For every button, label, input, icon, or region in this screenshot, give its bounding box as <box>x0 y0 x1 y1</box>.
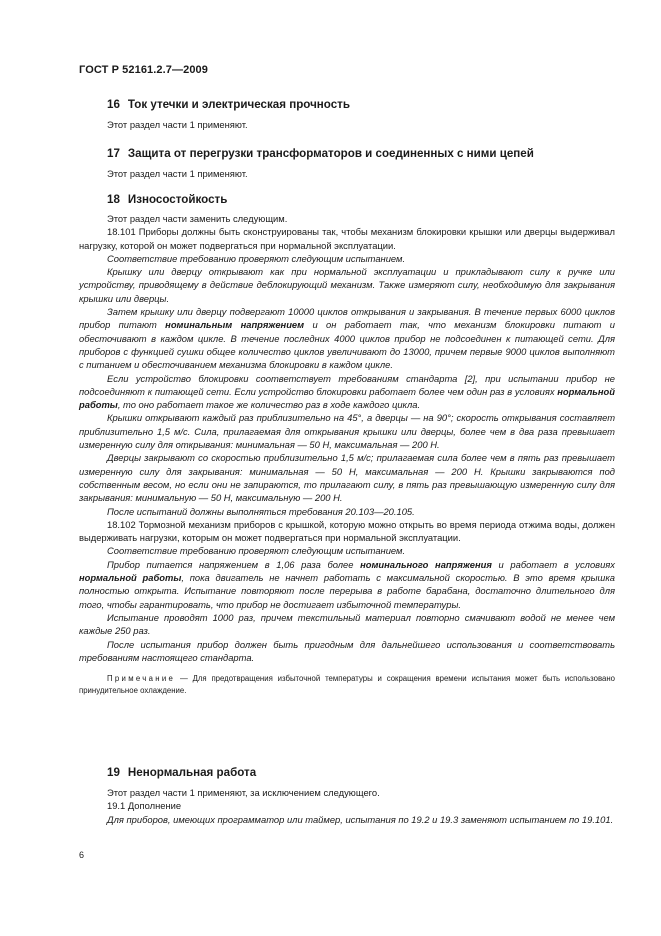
section-17-text: Этот раздел части 1 применяют. <box>107 168 248 179</box>
defined-term: нормальной работы <box>79 385 615 411</box>
paragraph: Если устройство блокировки соответствует требованиям стандарта [2], при испытании прибор не подсоединяют к питающей сети. Если устройство блокировки работает более чем один раз в условиях нормальной работы, то оно работает такое же количество раз в ходе каждого цикла. <box>79 372 615 411</box>
paragraph: После испытаний должны выполняться требования 20.103—20.105. <box>107 505 415 517</box>
section-number: 18 <box>107 193 120 206</box>
section-number: 16 <box>107 98 120 111</box>
compliance-statement: Соответствие требованию проверяют следующим испытанием. <box>107 252 406 264</box>
paragraph: Испытание проводят 1000 раз, причем текстильный материал повторно смачивают водой не менее чем каждые 250 раз. <box>79 611 615 637</box>
section-17 <box>79 147 615 180</box>
section-18-heading <box>79 193 615 206</box>
section-16 <box>79 98 615 131</box>
section-18 <box>79 193 615 696</box>
note <box>79 673 615 696</box>
paragraph: После испытания прибор должен быть пригодным для дальнейшего использования и соответствовать требованиям настоящего стандарта. <box>79 638 615 663</box>
subclause-19-1: 19.1 Дополнение <box>107 800 182 812</box>
defined-term: номинальным напряжением <box>165 319 305 331</box>
section-17-heading <box>79 147 615 160</box>
compliance-statement: Соответствие требованию проверяют следующим испытанием. <box>107 545 406 557</box>
section-number: 19 <box>107 766 120 779</box>
paragraph: Затем крышку или дверцу подвергают 10000 циклов открывания и закрывания. В течение первых 6000 циклов прибор питают номинальным напряжением и он работает так, что механизм блокировки питают и обесточивают в каждом цикле. В течение последних 4000 циклов прибор не подсоединен к питающей сети. Для приборов с функцией сушки общее количество циклов увеличивают до 13000, причем первые 9000 циклов выполняют с питанием и обесточиванием механизма блокировки в каждом цикле. <box>79 306 616 371</box>
paragraph: Крышки открывают каждый раз приблизительно на 45°, а дверцы — на 90°; скорость открывания составляет приблизительно 1,5 м/с. Сила, прилагаемая для открывания крышки или дверцы, более чем в два раза превышает измеренную силу для открывания: минимальная — 50 Н, максимальная — 200 Н. <box>79 412 615 451</box>
page-number: 6 <box>79 850 85 860</box>
note-label: Примечание <box>107 674 176 684</box>
paragraph: Крышку или дверцу открывают как при нормальной эксплуатации и прикладывают силу к ручке или устройству, приводящему в действие деблокирующий механизм. Также измеряют силу, необходимую для закрывания крышки или дверцы. <box>79 266 615 304</box>
section-19-heading <box>79 766 615 779</box>
paragraph: Прибор питается напряжением в 1,06 раза более номинального напряжения и работает в условиях нормальной работы, пока двигатель не начнет работать с максимальной скоростью. В это время крышка полностью открыта. Испытание повторяют после перерыва в работе барабана, достаточно длительного для того, чтобы гарантировать, что прибор не достигает избыточной температуры. <box>79 558 615 610</box>
section-19 <box>79 766 615 826</box>
note-text: — Для предотвращения избыточной температуры и сокращения времени испытания может быть использовано принудительное охлаждение. <box>79 674 615 695</box>
clause-18-102: 18.102 Тормозной механизм приборов с крышкой, которую можно открыть во время периода отжима воды, должен выдерживать нагрузки, которым он может подвергаться при нормальной эксплуатации. <box>79 518 615 544</box>
paragraph: Для приборов, имеющих программатор или таймер, испытания по 19.2 и 19.3 заменяют испытанием по 19.101. <box>107 813 614 825</box>
section-16-heading <box>79 98 615 111</box>
paragraph: Дверцы закрывают со скоростью приблизительно 1,5 м/с; прилагаемая сила более чем в пять раз превышает измеренную силу для закрывания: минимальная — 50 Н, максимальная — 200 Н. Крышки закрываются под собственным весом, но если они не запираются, то прилагают силу, в пять раз превышающую измеренную силу для закрывания: минимальную — 50 Н, максимальную — 200 Н. <box>79 452 615 504</box>
section-title: Износостойкость <box>127 193 228 206</box>
defined-term: нормальной работы <box>79 572 182 584</box>
document-header: ГОСТ Р 52161.2.7—2009 <box>79 64 208 76</box>
paragraph: Этот раздел части 1 применяют, за исключением следующего. <box>107 787 380 798</box>
section-title: Ненормальная работа <box>127 766 257 779</box>
defined-term: номинального напряжения <box>360 558 492 570</box>
clause-18-101: 18.101 Приборы должны быть сконструированы так, чтобы механизм блокировки крышки или дверцы выдерживал нагрузку, которой он может подвергаться при нормальной эксплуатации. <box>79 226 615 251</box>
section-title: Ток утечки и электрическая прочность <box>127 98 350 111</box>
section-number: 17 <box>107 147 120 160</box>
section-16-text: Этот раздел части 1 применяют. <box>107 119 248 130</box>
section-title: Защита от перегрузки трансформаторов и соединенных с ними цепей <box>127 147 534 160</box>
paragraph: Этот раздел части заменить следующим. <box>107 213 288 224</box>
